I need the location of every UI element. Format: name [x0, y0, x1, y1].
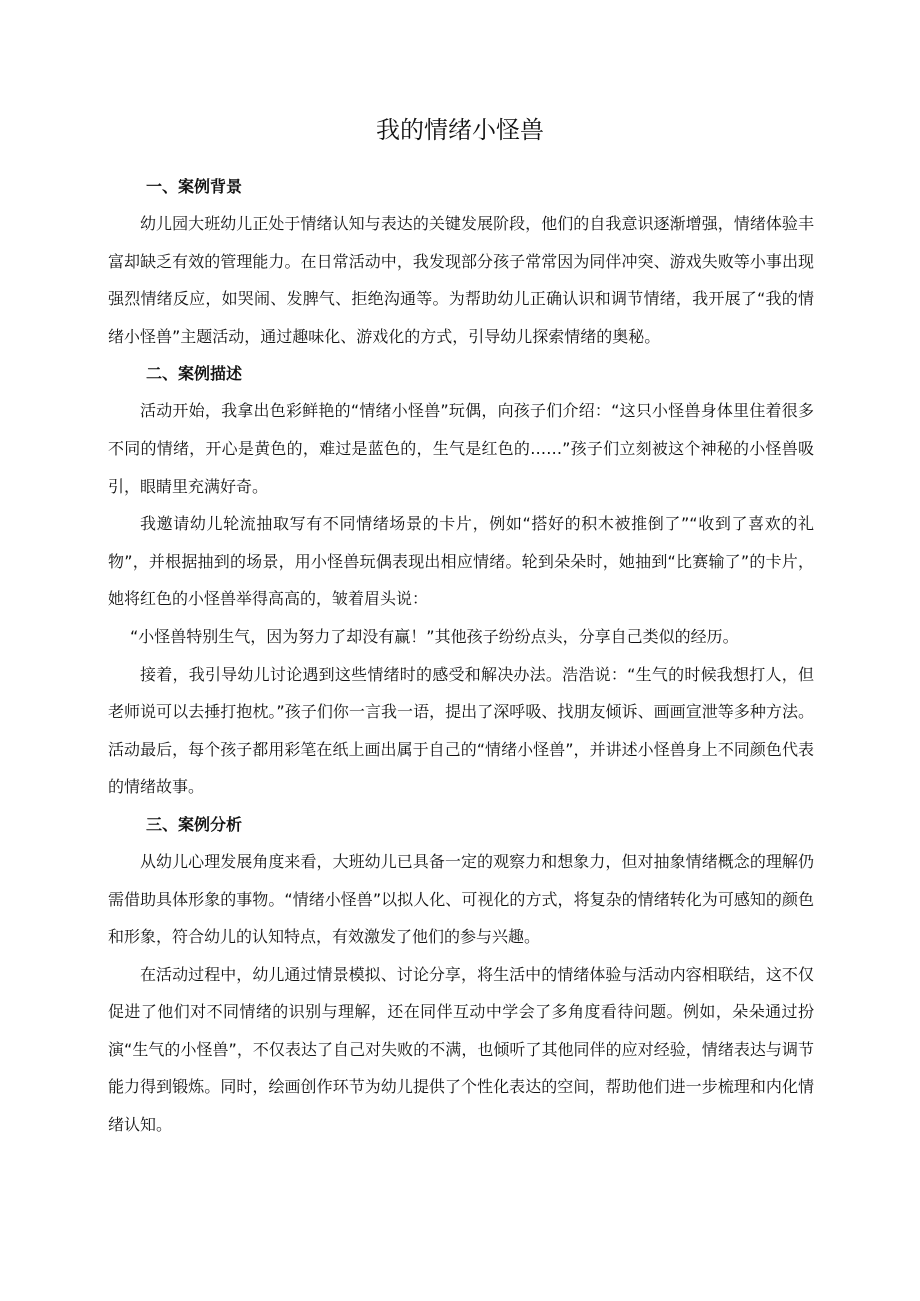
section-heading-description: 二、案例描述: [146, 364, 243, 384]
paragraph: 活动开始，我拿出色彩鲜艳的“情绪小怪兽”玩偶，向孩子们介绍：“这只小怪兽身体里住着很多不同的情绪，开心是黄色的，难过是蓝色的，生气是红色的……”孩子们立刻被这个神秘的小怪兽吸引，眼睛里充满好奇。: [108, 401, 814, 496]
paragraph: 在活动过程中，幼儿通过情景模拟、讨论分享，将生活中的情绪体验与活动内容相联结，这不仅促进了他们对不同情绪的识别与理解，还在同伴互动中学会了多角度看待问题。例如，朵朵通过扮演“生气的小怪兽”，不仅表达了自己对失败的不满，也倾听了其他同伴的应对经验，情绪表达与调节能力得到锻炼。同时，绘画创作环节为幼儿提供了个性化表达的空间，帮助他们进一步梳理和内化情绪认知。: [108, 964, 814, 1135]
paragraph: 幼儿园大班幼儿正处于情绪认知与表达的关键发展阶段，他们的自我意识逐渐增强，情绪体验丰富却缺乏有效的管理能力。在日常活动中，我发现部分孩子常常因为同伴冲突、游戏失败等小事出现强烈情绪反应，如哭闹、发脾气、拒绝沟通等。为帮助幼儿正确认识和调节情绪，我开展了“我的情绪小怪兽”主题活动，通过趣味化、游戏化的方式，引导幼儿探索情绪的奥秘。: [108, 214, 814, 346]
paragraph: 接着，我引导幼儿讨论遇到这些情绪时的感受和解决办法。浩浩说：“生气的时候我想打人，但老师说可以去捶打抱枕。”孩子们你一言我一语，提出了深呼吸、找朋友倾诉、画画宣泄等多种方法。活动最后，每个孩子都用彩笔在纸上画出属于自己的“情绪小怪兽”，并讲述小怪兽身上不同颜色代表的情绪故事。: [108, 664, 814, 797]
quote-paragraph: “小怪兽特别生气，因为努力了却没有赢！”其他孩子纷纷点头，分享自己类似的经历。: [130, 626, 739, 646]
paragraph: 从幼儿心理发展角度来看，大班幼儿已具备一定的观察力和想象力，但对抽象情绪概念的理解仍需借助具体形象的事物。“情绪小怪兽”以拟人化、可视化的方式，将复杂的情绪转化为可感知的颜色和形象，符合幼儿的认知特点，有效激发了他们的参与兴趣。: [108, 851, 814, 947]
document-body: [108, 168, 814, 1144]
page-title: 我的情绪小怪兽: [376, 116, 544, 144]
paragraph: 我邀请幼儿轮流抽取写有不同情绪场景的卡片，例如“搭好的积木被推倒了”“收到了喜欢的礼物”，并根据抽到的场景，用小怪兽玩偶表现出相应情绪。轮到朵朵时，她抽到“比赛输了”的卡片，她将红色的小怪兽举得高高的，皱着眉头说：: [108, 514, 814, 609]
section-heading-analysis: 三、案例分析: [146, 814, 243, 834]
section-heading-background: 一、案例背景: [146, 177, 243, 196]
